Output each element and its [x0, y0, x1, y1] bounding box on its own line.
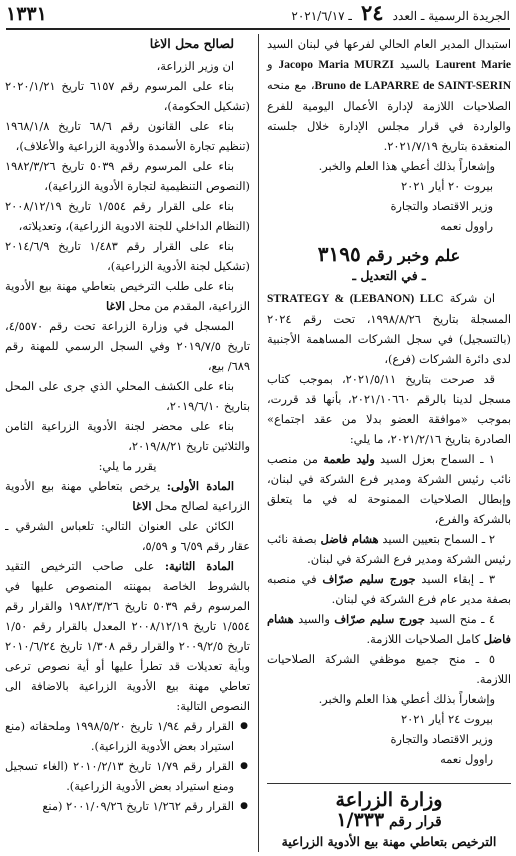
minister-line: ان وزير الزراعة،	[156, 59, 234, 73]
legal-basis-item: بناء على القرار رقم ١/٤٨٣ تاريخ ٢٠١٤/٦/٩ (تشكيل لجنة الأدوية الزراعية)،	[5, 239, 250, 273]
signature-name: راوول نعمه	[440, 752, 493, 766]
address-line: الكائن على العنوان التالي: تلعباس الشرقي ـ عقار رقم ٦/٥٩ و ٥/٥٩،	[5, 519, 250, 553]
right-column	[258, 34, 511, 852]
person-name: Bruno de LAPARRE de SAINT-SERIN	[314, 80, 511, 92]
notice-subheading: ـ في التعديل ـ	[352, 268, 426, 283]
decision-title: الترخيص بتعاطي مهنة بيع الأدوية الزراعية	[281, 834, 497, 849]
signature-place-date: بيروت ٢٠ أيار ٢٠٢١	[400, 179, 493, 193]
closing-note: وإشعاراً بذلك أعطي هذا العلم والخبر.	[318, 159, 495, 173]
decides-line: يقرر ما يلي:	[98, 459, 157, 473]
gazette-heading	[291, 0, 510, 25]
article-1: المادة الأولى: يرخص بتعاطي مهنة بيع الأدوية الزراعية لصالح محل الاغا	[5, 479, 250, 513]
gazette-name: الجريدة الرسمية ـ العدد	[392, 9, 510, 23]
person-name: Laurent Marie	[435, 59, 511, 71]
person-name: Jacopo Maria MURZI	[278, 59, 394, 71]
issue-date: ـ ٢٠٢١/٦/١٧	[291, 9, 352, 23]
legal-basis-item: بناء على طلب الترخيص بتعاطي مهنة بيع الأدوية الزراعية، المقدم من محل الاغا	[5, 279, 250, 313]
ministry-heading: وزارة الزراعة	[267, 783, 511, 810]
paragraph-appointment: استبدال المدير العام الحالي لفرعها في لبنان السيد Laurent Marie بالسيد Jacopo Maria MURZI و Bruno de LAPARRE de SAINT-SERIN، مع منحه الصلاحيات اللازمة لإدارة الأعمال اليومية للفرع والواردة في قرار مجلس الإدارة خلال جلسته المنعقدة بتاريخ ٢٠٢١/٧/١٩.	[267, 37, 511, 153]
issue-number: ٢٤	[361, 0, 384, 25]
resolution-item-3: ٣ ـ إبقاء السيد جورج سليم صرّاف في منصبه بصفة مدير عام فرع الشركة في لبنان.	[267, 572, 511, 606]
signature-place-date: بيروت ٢٤ أيار ٢٠٢١	[400, 712, 493, 726]
legal-basis-item: بناء على القرار رقم ١/٥٥٤ تاريخ ٢٠٠٨/١٢/١٩ (النظام الداخلي للجنة الادوية الزراعية)، وتعديلاته،	[5, 199, 250, 233]
left-column	[5, 34, 258, 852]
paragraph-declaration: قد صرحت بتاريخ ٢٠٢١/٥/١١، بموجب كتاب مسجل لدينا بالرقم ٢٠٢١/١٠٦٦٠، بأنها قد قررت، بموجب «موافقة العضو بدلا من عقد اجتماع» الصادرة بتاريخ ٢٠٢١/٢/١٦، ما يلي:	[267, 372, 511, 446]
registration-line: المسجل في وزارة الزراعة تحت رقم ٤/٥٥٧٠، تاريخ ٢٠١٩/٧/٥ وفي السجل الرسمي للمهنة رقم ٦٨٩/ بيع،	[5, 319, 250, 373]
signature-title: وزير الاقتصاد والتجارة	[390, 199, 493, 213]
legal-basis-item: بناء على المرسوم رقم ٦١٥٧ تاريخ ٢٠٢٠/١/٢١ (تشكيل الحكومة)،	[5, 79, 250, 113]
resolution-item-1: ١ ـ السماح بعزل السيد وليد طعمة من منصب نائب رئيس الشركة ومدير فرع الشركة في لبنان، وإبطال الصلاحيات الممنوحة له في ما يتعلق بالشركة والفرع،	[267, 452, 511, 526]
legal-basis-item: بناء على محضر لجنة الأدوية الزراعية الثامن والثلاثين تاريخ ٢٠١٩/٨/٢١،	[5, 419, 250, 453]
signature-title: وزير الاقتصاد والتجارة	[390, 732, 493, 746]
notice-number: ٣١٩٥	[317, 242, 361, 266]
decision-title-continued: لصالح محل الاغا	[149, 36, 234, 51]
paragraph-company: ان شركة STRATEGY & (LEBANON) LLC المسجلة بتاريخ ١٩٩٨/٨/٢٦، تحت رقم ٢٠٢٤ (بالتسجيل) في سجل الشركات المساهمة الأجنبية لدى دائرة الشركات (فرع)،	[267, 291, 511, 366]
list-item: ● القرار رقم ١/٢٦٢ تاريخ ٢٠٠١/٠٩/٢٦ (منع	[5, 796, 250, 816]
article-2: المادة الثانية: على صاحب الترخيص التقيد بالشروط الخاصة بمهنته المنصوص عليها في المرسوم رقم ٥٠٣٩ تاريخ ١٩٨٢/٣/٢٦ والقرار رقم ١/٥٥٤ تاريخ ٢٠٠٨/١٢/١٩ المعدل بالقرار رقم ١/٥٠ تاريخ ٢٠٠٩/٢/٥ والقرار رقم ١/٣٠٨ تاريخ ٢٠١٠/٦/٢٤ وبأية تعديلات قد تطرأ عليها أو أية نصوص ترعى تعاطي مهنة بيع الأدوية الزراعية بالاضافة الى النصوص التالية:	[5, 559, 250, 713]
list-item: ● القرار رقم ١/٩٤ تاريخ ١٩٩٨/٥/٢٠ وملحقاته (منع استيراد بعض الأدوية الزراعية).	[5, 716, 250, 756]
decision-heading: قرار رقم ١/٣٣٣	[336, 809, 442, 831]
signature-name: راوول نعمه	[440, 219, 493, 233]
legal-basis-item: بناء على الكشف المحلي الذي جرى على المحل بتاريخ ٢٠١٩/٦/١٠،	[5, 379, 250, 413]
page-number: ١٣٣١	[6, 3, 47, 25]
resolution-item-4: ٤ ـ منح السيد جورج سليم صرّاف والسيد هشام فاضل كامل الصلاحيات اللازمة.	[267, 612, 511, 646]
notice-heading: علم وخبر رقم ٣١٩٥	[317, 242, 461, 266]
company-name: STRATEGY & (LEBANON) LLC	[267, 293, 444, 305]
page-columns	[5, 34, 511, 852]
closing-note: وإشعاراً بذلك أعطي هذا العلم والخبر.	[318, 692, 495, 706]
legal-basis-item: بناء على المرسوم رقم ٥٠٣٩ تاريخ ١٩٨٢/٣/٢٦ (النصوص التنظيمية لتجارة الأدوية الزراعية)،	[5, 159, 250, 193]
legal-basis-item: بناء على القانون رقم ٦٨/٦ تاريخ ١٩٦٨/١/٨ (تنظيم تجارة الأسمدة والأدوية الزراعية والأعلاف)،	[5, 119, 250, 153]
resolution-item-2: ٢ ـ السماح بتعيين السيد هشام فاضل بصفة نائب رئيس الشركة ومدير فرع الشركة في لبنان.	[267, 532, 511, 566]
resolution-item-5: ٥ ـ منح جميع موظفي الشركة الصلاحيات اللازمة.	[267, 652, 511, 686]
decision-number: ١/٣٣٣	[336, 809, 385, 831]
page-header	[6, 0, 510, 30]
list-item: ● القرار رقم ١/٧٩ تاريخ ٢٠١٠/٢/١٣ (الغاء تسجيل ومنع استيراد بعض الأدوية الزراعية).	[5, 756, 250, 796]
